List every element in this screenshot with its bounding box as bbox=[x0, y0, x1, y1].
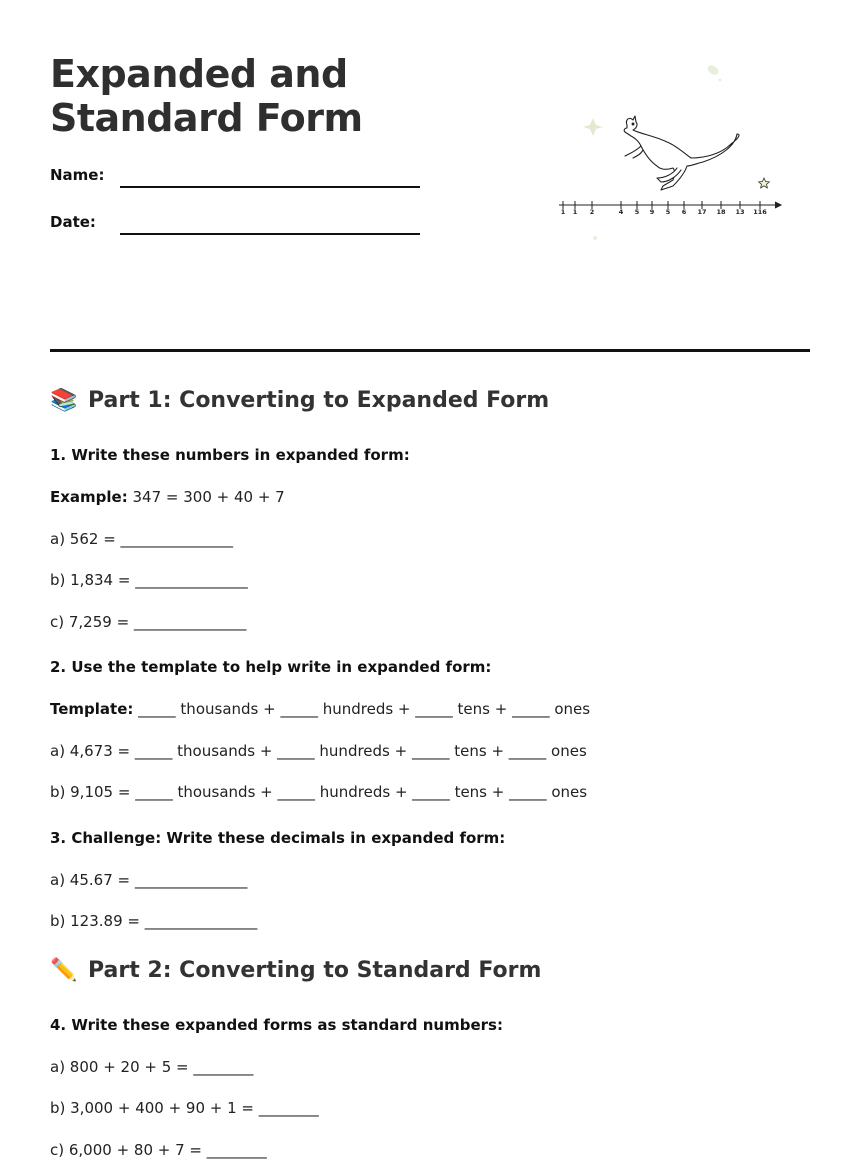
date-label: Date: bbox=[50, 213, 96, 231]
number-line-tick-label: 6 bbox=[681, 208, 687, 216]
leaf-icon bbox=[706, 63, 720, 76]
number-line-tick-label: 17 bbox=[697, 208, 707, 216]
number-line-tick-label: 1 bbox=[560, 208, 566, 216]
number-line-tick-label: 13 bbox=[735, 208, 745, 216]
books-icon: 📚 bbox=[50, 388, 78, 413]
question-3b[interactable]: b) 123.89 = _______________ bbox=[50, 912, 258, 930]
question-1-example bbox=[50, 488, 285, 506]
question-1-prompt: 1. Write these numbers in expanded form: bbox=[50, 446, 410, 464]
number-line-tick-label: 1 bbox=[572, 208, 578, 216]
small-star-icon bbox=[759, 178, 770, 188]
kangaroo-icon bbox=[624, 116, 739, 190]
question-3a[interactable]: a) 45.67 = _______________ bbox=[50, 871, 248, 889]
name-line[interactable] bbox=[120, 186, 420, 188]
number-line-tick-label: 116 bbox=[753, 208, 767, 216]
template-label: Template: bbox=[50, 700, 134, 718]
pencil-icon: ✏️ bbox=[50, 958, 78, 983]
question-4a[interactable]: a) 800 + 20 + 5 = ________ bbox=[50, 1058, 254, 1076]
question-1c[interactable]: c) 7,259 = _______________ bbox=[50, 613, 247, 631]
part1-heading-text: Part 1: Converting to Expanded Form bbox=[88, 388, 550, 413]
question-1b[interactable]: b) 1,834 = _______________ bbox=[50, 571, 248, 589]
example-label: Example: bbox=[50, 488, 128, 506]
question-3-prompt: 3. Challenge: Write these decimals in expanded form: bbox=[50, 829, 506, 847]
sparkle-icon bbox=[583, 118, 603, 136]
number-line-ticks bbox=[561, 201, 768, 216]
question-2-template bbox=[50, 700, 590, 718]
worksheet-title: Expanded and Standard Form bbox=[50, 52, 363, 140]
question-2a[interactable]: a) 4,673 = _____ thousands + _____ hundreds + _____ tens + _____ ones bbox=[50, 742, 587, 760]
kangaroo-number-line-illustration bbox=[545, 50, 795, 250]
template-text: _____ thousands + _____ hundreds + _____ tens + _____ ones bbox=[133, 700, 591, 718]
number-line-tick-label: 9 bbox=[649, 208, 655, 216]
question-1a[interactable]: a) 562 = _______________ bbox=[50, 530, 234, 548]
number-line-tick-label: 5 bbox=[665, 208, 671, 216]
question-4-prompt: 4. Write these expanded forms as standard numbers: bbox=[50, 1016, 503, 1034]
question-4b[interactable]: b) 3,000 + 400 + 90 + 1 = ________ bbox=[50, 1099, 319, 1117]
date-line[interactable] bbox=[120, 233, 420, 235]
question-4c[interactable]: c) 6,000 + 80 + 7 = ________ bbox=[50, 1141, 267, 1159]
part2-heading-text: Part 2: Converting to Standard Form bbox=[88, 958, 542, 983]
name-label: Name: bbox=[50, 166, 105, 184]
part2-heading bbox=[50, 958, 541, 983]
section-divider bbox=[50, 349, 810, 352]
question-2b[interactable]: b) 9,105 = _____ thousands + _____ hundreds + _____ tens + _____ ones bbox=[50, 783, 588, 801]
part1-heading bbox=[50, 388, 549, 413]
number-line-tick-label: 5 bbox=[634, 208, 640, 216]
number-line-tick-label: 18 bbox=[716, 208, 726, 216]
number-line-tick-label: 2 bbox=[589, 208, 595, 216]
question-2-prompt: 2. Use the template to help write in expanded form: bbox=[50, 658, 492, 676]
example-text: 347 = 300 + 40 + 7 bbox=[127, 488, 285, 506]
number-line-tick-label: 4 bbox=[618, 208, 624, 216]
